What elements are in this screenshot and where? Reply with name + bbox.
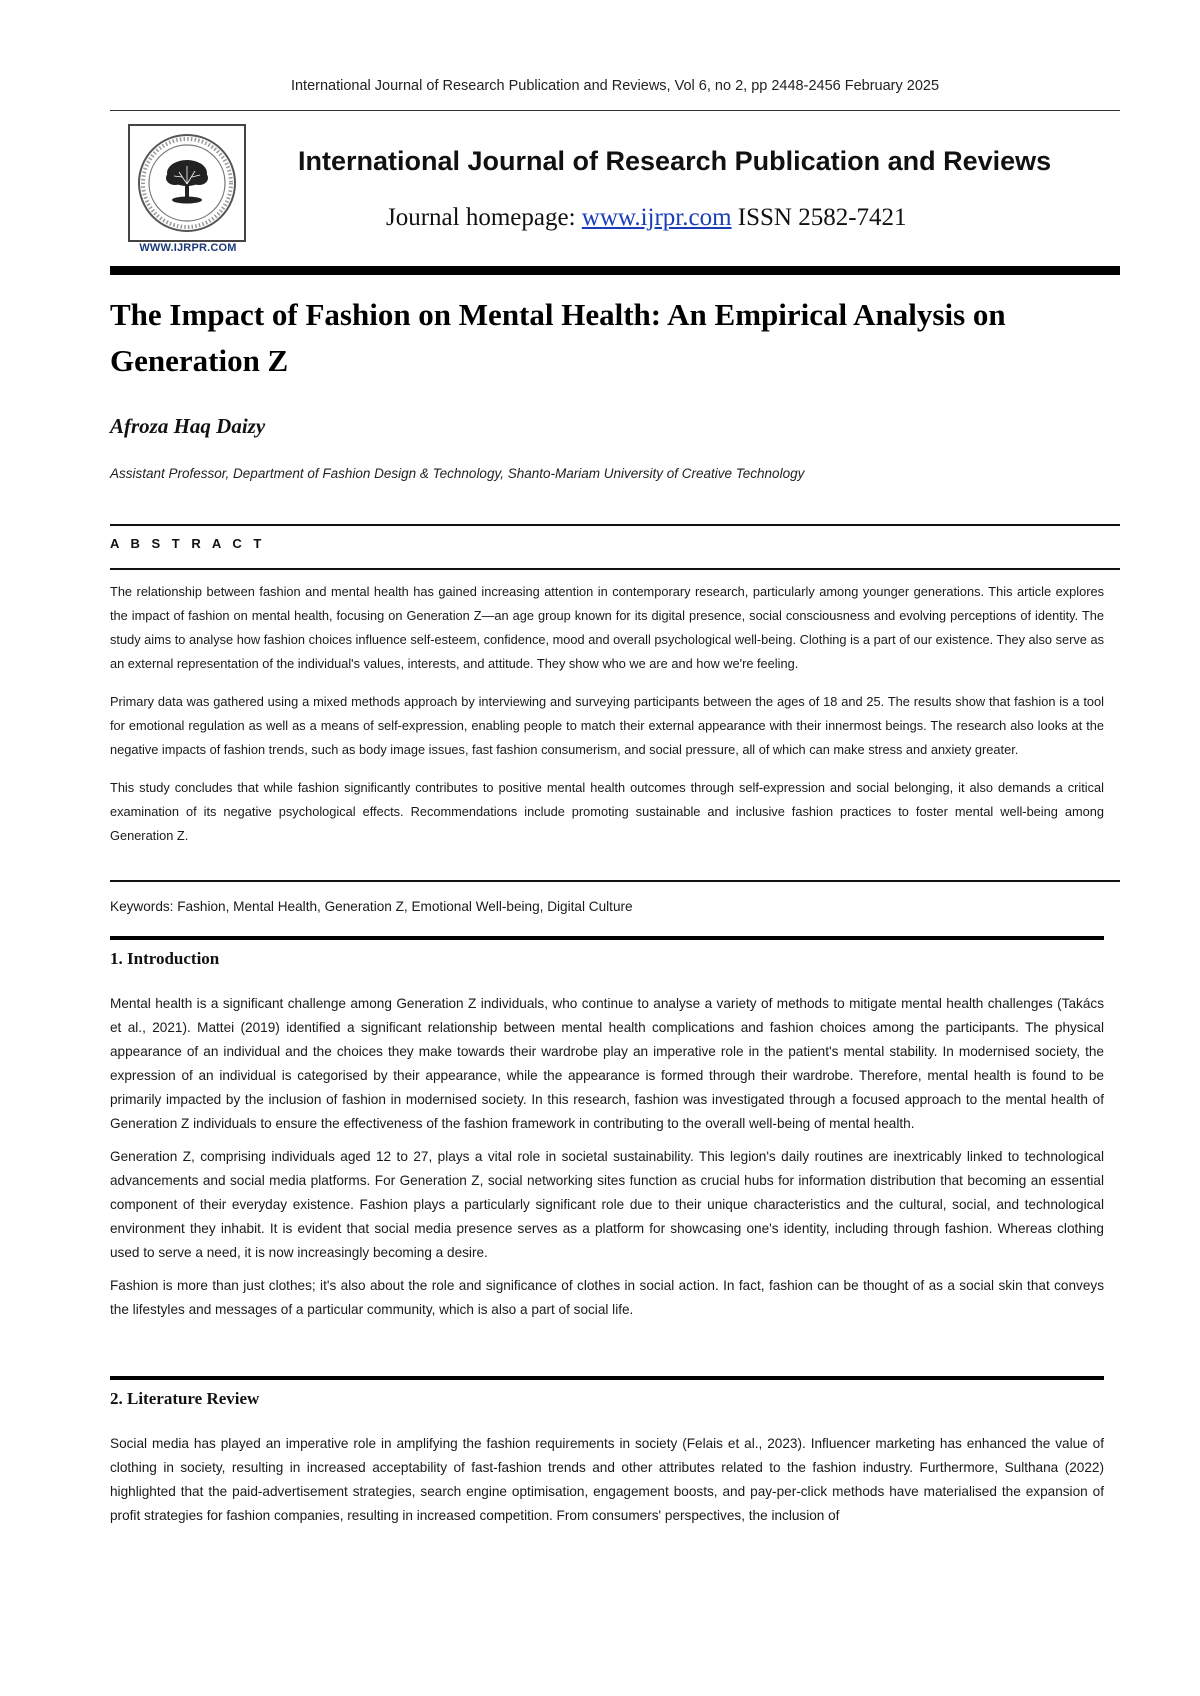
section-body — [110, 1432, 1104, 1537]
homepage-label: Journal homepage: — [386, 204, 576, 231]
abstract-heading: A B S T R A C T — [110, 536, 266, 551]
abstract-body — [110, 580, 1104, 862]
journal-logo — [128, 124, 248, 260]
homepage-link[interactable]: www.ijrpr.com — [581, 204, 732, 231]
abstract-paragraph: This study concludes that while fashion significantly contributes to positive mental health outcomes through self-expression and social belonging, it also demands a critical examination of its negative psychological effects. Recommendations include promoting sustainable and inclusive fashion practices to foster mental well-being among Generation Z. — [110, 780, 1104, 843]
issn: ISSN 2582-7421 — [737, 204, 907, 231]
body-paragraph: Social media has played an imperative role in amplifying the fashion requirements in society (Felais et al., 2023). Influencer marketing has enhanced the value of clothing in society, resulting in increased acceptability of fast-fashion trends and other attributes related to the fashion industry. Furthermore, Sulthana (2022) highlighted that the paid-advertisement strategies, search engine optimisation, engagement boosts, and pay-per-click methods have materialised the expansion of profit strategies for fashion companies, resulting in increased competition. From consumers' perspectives, the inclusion of — [110, 1436, 1104, 1523]
section-heading: 1. Introduction — [110, 949, 220, 968]
abstract-bottom-rule — [110, 880, 1120, 882]
abstract-top-rule — [110, 524, 1120, 526]
body-paragraph: Mental health is a significant challenge among Generation Z individuals, who continue to analyse a variety of methods to mitigate mental health challenges (Takács et al., 2021). Mattei (2019) identified a significant relationship between mental health complications and fashion choices among the participants. The physical appearance of an individual and the choices they make towards their wardrobe play an imperative role in the patient's mental stability. In modernised society, the expression of an individual is categorised by their appearance, while the appearance is formed through their wardrobe. Therefore, mental health is found to be primarily impacted by the inclusion of fashion in modernised society. In this research, fashion was investigated through a focused approach to the mental health of Generation Z individuals to ensure the effectiveness of the fashion framework in contributing to the overall well-being of mental health. — [110, 996, 1104, 1131]
keywords: Keywords: Fashion, Mental Health, Generation Z, Emotional Well-being, Digital Culture — [110, 899, 633, 914]
body-paragraph: Generation Z, comprising individuals aged 12 to 27, plays a vital role in societal sustainability. This legion's daily routines are inextricably linked to technological advancements and social media platforms. For Generation Z, social networking sites function as crucial hubs for information distribution that becoming an essential component of their everyday existence. Fashion plays a particularly significant role due to their unique characteristics and the cultural, social, and technological environment they inhabit. It is evident that social media presence serves as a platform for showcasing one's identity, including through fashion. Whereas clothing used to serve a need, it is now increasingly becoming a desire. — [110, 1149, 1104, 1260]
author-affiliation: Assistant Professor, Department of Fashion Design & Technology, Shanto-Mariam University of Creative Technology — [110, 466, 805, 481]
abstract-head-rule — [110, 568, 1120, 570]
tree-seal-icon — [130, 126, 244, 240]
body-paragraph: Fashion is more than just clothes; it's also about the role and significance of clothes in social action. In fact, fashion can be thought of as a social skin that conveys the lifestyles and messages of a particular community, which is also a part of social life. — [110, 1278, 1104, 1317]
section-body — [110, 992, 1104, 1331]
logo-seal — [128, 124, 246, 242]
journal-title: International Journal of Research Publication and Reviews — [298, 146, 1052, 176]
header-rule — [110, 110, 1120, 111]
section-rule — [110, 936, 1104, 940]
section-heading: 2. Literature Review — [110, 1389, 260, 1408]
abstract-paragraph: The relationship between fashion and mental health has gained increasing attention in contemporary research, particularly among younger generations. This article explores the impact of fashion on mental health, focusing on Generation Z—an age group known for its digital presence, social consciousness and evolving perceptions of identity. The study aims to analyse how fashion choices influence self-esteem, confidence, mood and overall psychological well-being. Clothing is a part of our existence. They also serve as an external representation of the individual's values, interests, and attitude. They show who we are and how we're feeling. — [110, 584, 1104, 671]
abstract-paragraph: Primary data was gathered using a mixed methods approach by interviewing and surveying participants between the ages of 18 and 25. The results show that fashion is a tool for emotional regulation as well as a means of self-expression, enabling people to match their external appearance with their innermost beings. The research also looks at the negative impacts of fashion trends, such as body image issues, fast fashion consumerism, and social pressure, all of which can make stress and anxiety greater. — [110, 694, 1104, 757]
author-name: Afroza Haq Daizy — [110, 414, 266, 438]
running-head: International Journal of Research Publication and Reviews, Vol 6, no 2, pp 2448-2456 February 2025 — [290, 78, 940, 94]
section-rule — [110, 1376, 1104, 1380]
masthead-rule — [110, 266, 1120, 275]
paper-title: The Impact of Fashion on Mental Health: An Empirical Analysis on Generation Z — [110, 297, 1006, 378]
journal-homepage — [386, 204, 907, 232]
logo-text: WWW.IJRPR.COM — [139, 242, 237, 254]
